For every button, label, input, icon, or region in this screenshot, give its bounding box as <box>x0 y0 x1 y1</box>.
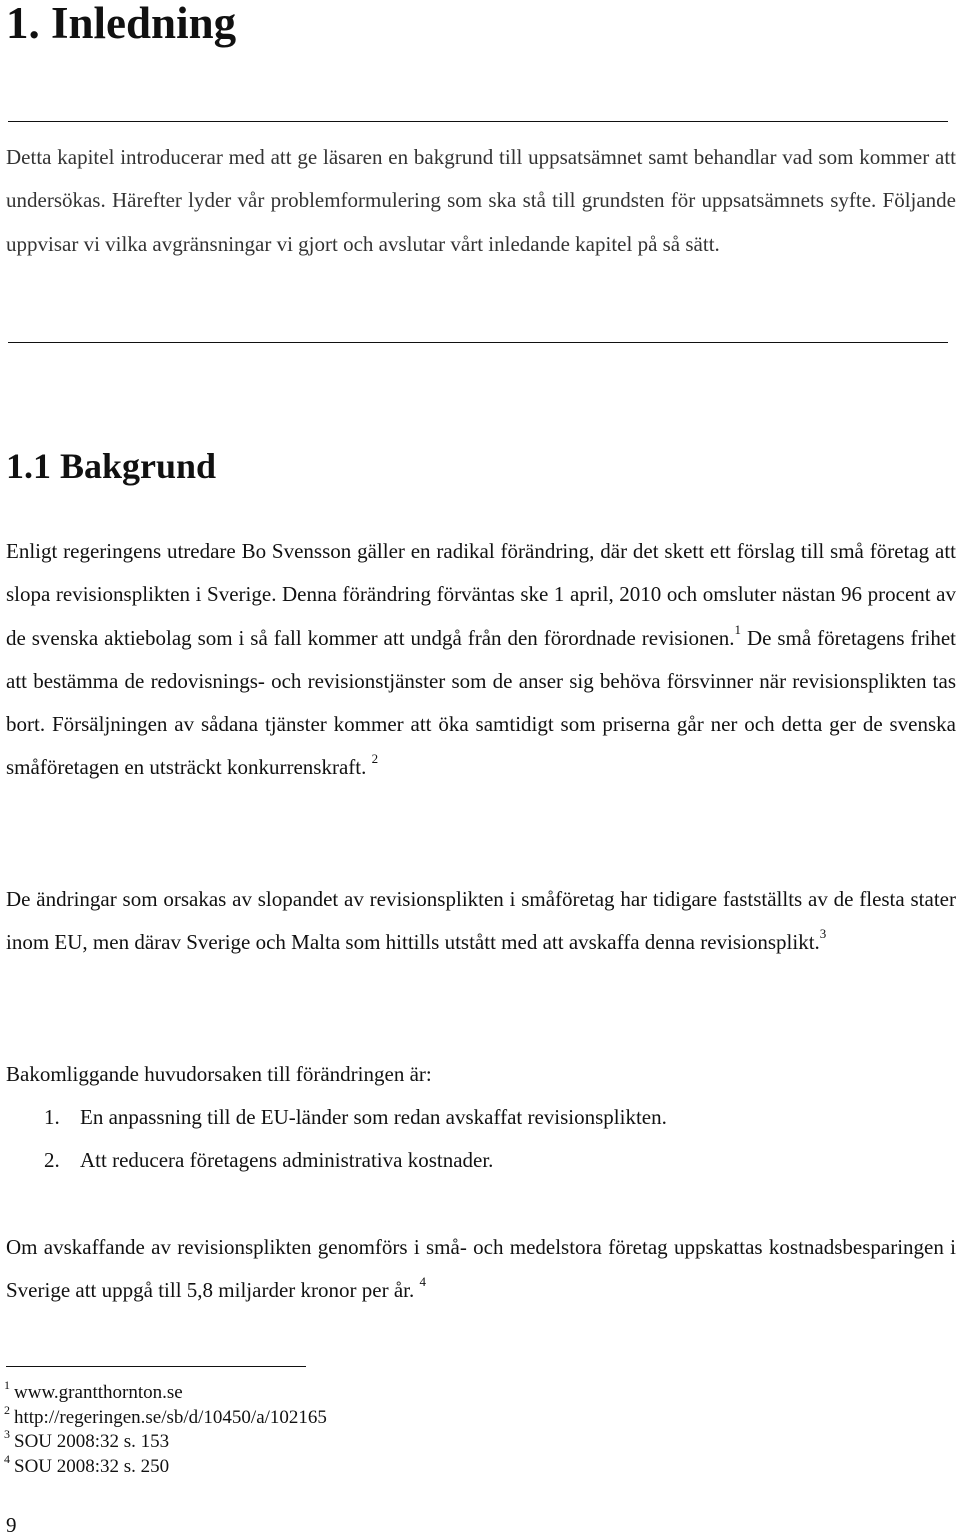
footnote-ref[interactable]: 3 <box>819 926 827 942</box>
chapter-intro: Detta kapitel introducerar med att ge läsaren en bakgrund till uppsatsämnet samt behandlar vad som kommer att undersökas. Härefter lyder vår problemformulering som ska stå till grundsten för uppsatsämnets syfte. Följande uppvisar vi vilka avgränsningar vi gjort och avslutar vårt inledande kapitel på så sätt. <box>6 145 956 256</box>
footnote-text[interactable]: http://regeringen.se/sb/d/10450/a/102165 <box>14 1406 327 1428</box>
paragraph-savings <box>6 1226 956 1313</box>
footnote <box>4 1451 327 1480</box>
footnote-ref[interactable]: 2 <box>371 751 379 767</box>
paragraph-text: Om avskaffande av revisionsplikten genomförs i små- och medelstora företag uppskattas kostnadsbesparingen i Sverige att uppgå till 5,8 miljarder kronor per år. <box>6 1235 956 1303</box>
reasons-list <box>6 1096 906 1183</box>
footnote-number: 1 <box>4 1378 10 1392</box>
section-title: 1.1 Bakgrund <box>6 446 217 486</box>
paragraph-text: De ändringar som orsakas av slopandet av revisionsplikten i småföretag har tidigare fastställts av de flesta stater inom EU, men därav Sverige och Malta som hittills utstått med att avskaffa denna revisionsplikt. <box>6 887 956 955</box>
footnote-number: 3 <box>4 1427 10 1441</box>
list-item-text: En anpassning till de EU-länder som redan avskaffat revisionsplikten. <box>80 1105 667 1129</box>
intro-top-rule <box>8 121 948 122</box>
list-item-number: 2. <box>44 1148 60 1173</box>
footnotes-list <box>4 1378 327 1479</box>
footnote-text: SOU 2008:32 s. 153 <box>14 1431 170 1452</box>
list-item-number: 1. <box>44 1105 60 1129</box>
list-item-text: Att reducera företagens administrativa kostnader. <box>80 1148 494 1173</box>
footnote-ref[interactable]: 4 <box>419 1274 426 1290</box>
chapter-title: 1. Inledning <box>6 0 237 48</box>
intro-bottom-rule <box>8 342 948 343</box>
paragraph-eu <box>6 878 956 965</box>
footnote <box>4 1378 327 1406</box>
paragraph-reasons-intro: Bakomliggande huvudorsaken till förändringen är: <box>6 1062 432 1086</box>
footnote <box>4 1427 327 1455</box>
paragraph-background <box>6 530 956 790</box>
footnote-text: SOU 2008:32 s. 250 <box>14 1455 170 1477</box>
paragraph-text: Enligt regeringens utredare Bo Svensson gäller en radikal förändring, där det skett ett förslag till små företag att slopa revisionsplikten i Sverige. Denna förändring förväntas ske 1 april, 2010 och omsluter nästan 96 procent av de svenska aktiebolag som i så fall kommer att undgå från den förordnade revisionen. <box>6 539 956 650</box>
footnote-separator <box>6 1366 306 1367</box>
footnote <box>4 1402 327 1431</box>
paragraph-text: De små företagens frihet att bestämma de redovisnings- och revisionstjänster som de anser sig behöva försvinner när revisionsplikten tas bort. Försäljningen av sådana tjänster kommer att öka samtidigt som priserna går ner och detta ger de svenska småföretagen en utsträckt konkurrenskraft. <box>6 625 957 780</box>
list-item <box>6 1096 906 1139</box>
footnote-text[interactable]: www.grantthornton.se <box>14 1382 183 1403</box>
list-item <box>6 1139 906 1182</box>
page-number: 9 <box>6 1513 17 1537</box>
footnote-number: 2 <box>4 1402 10 1417</box>
footnote-number: 4 <box>4 1451 10 1466</box>
footnote-ref[interactable]: 1 <box>734 621 742 637</box>
